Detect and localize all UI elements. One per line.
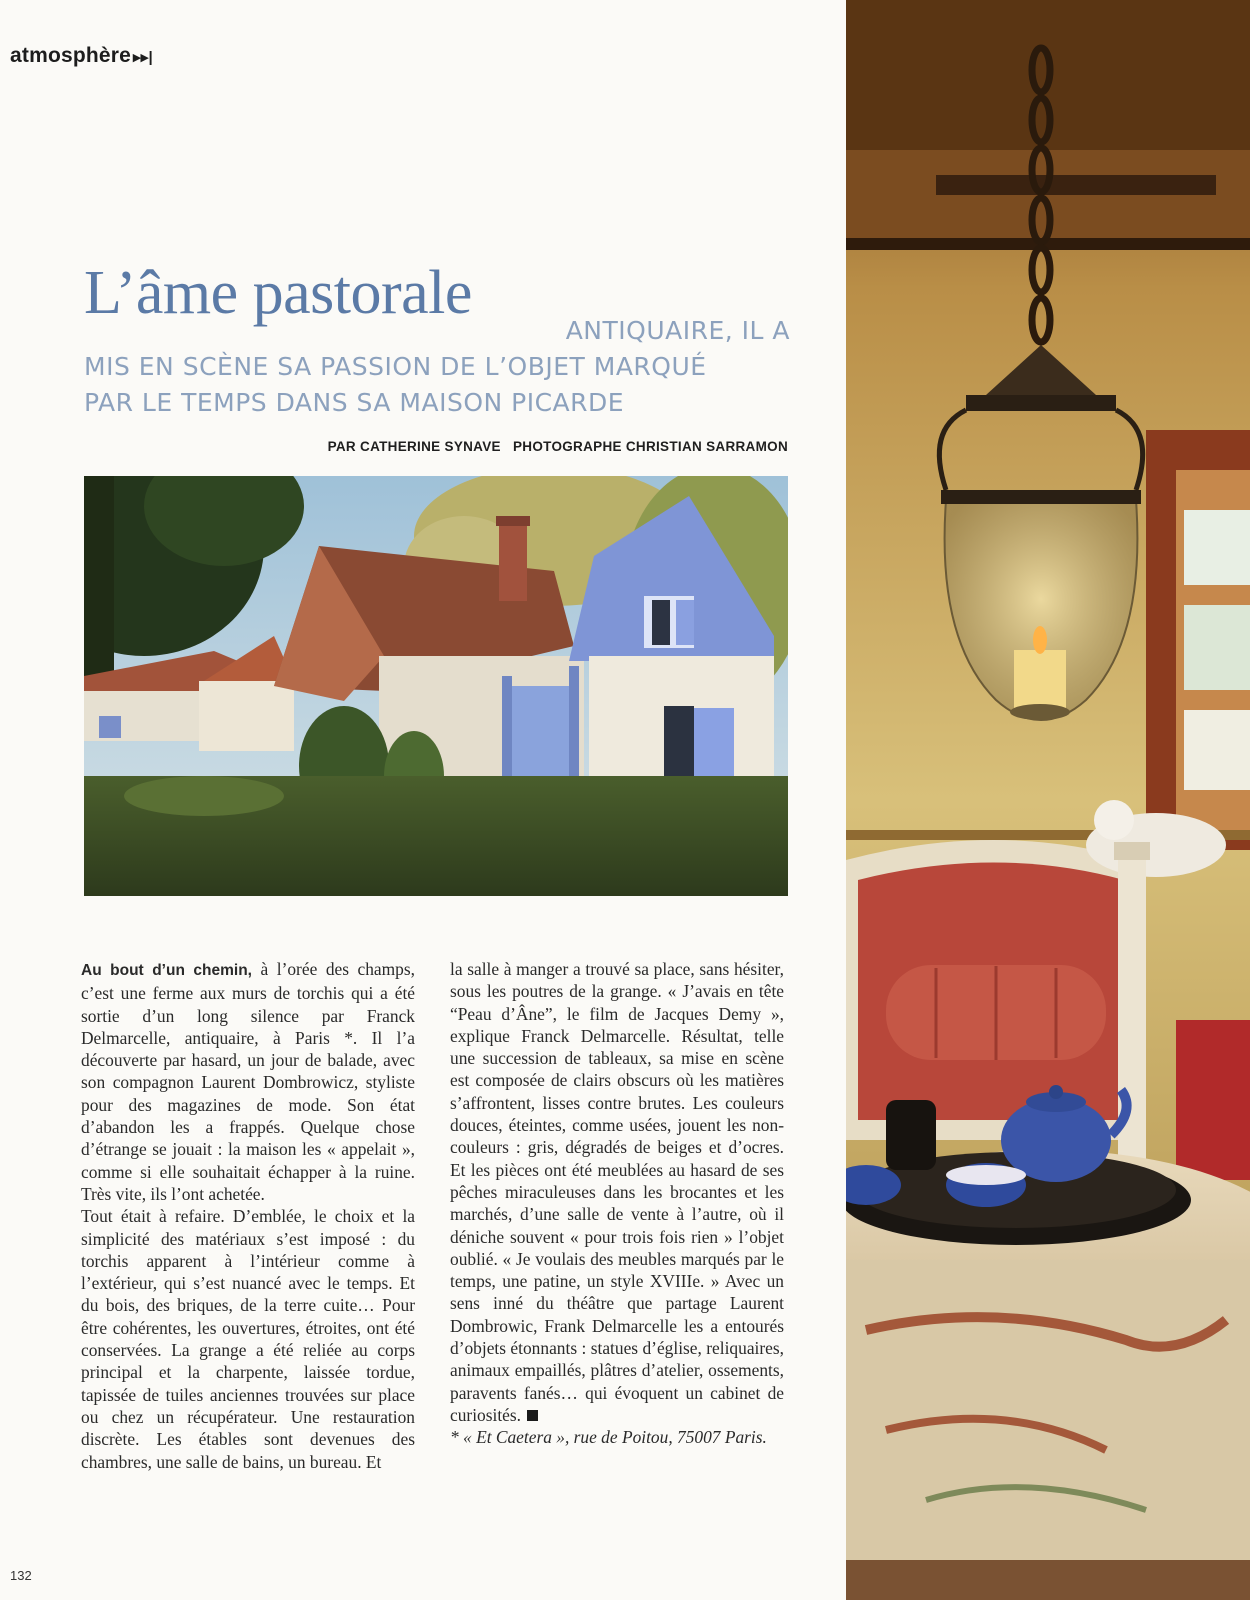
deck-line-3: PAR LE TEMPS DANS SA MAISON PICARDE: [84, 388, 625, 417]
paragraph-text: la salle à manger a trouvé sa place, sans hésiter, sous les poutres de la grange. « J’avais en tête “Peau d’Âne”, le film de Jacques Demy », explique Franck Delmarcelle. Résultat, telle une succession de tableaux, sa mise en scène est composée de clairs obscurs où les matières s’affrontent, lisses contre brutes. Les couleurs douces, éteintes, comme usées, jouent les non-couleurs : gris, dégradés de beiges et d’ocres. Et les pièces ont été meublées au hasard de ses pêches miraculeuses dans les brocantes et les marchés, d’une salle de vente à l’autre, où il déniche souvent « pour trois fois rien » l’objet oublié. « Je voulais des meubles marqués par le temps, une patine, un style XVIIIe. » Avec un sens inné du théâtre que partage Laurent Dombrowic, Frank Delmarcelle les a entourés d’objets étonnants : statues d’église, reliquaires, animaux empaillés, plâtres d’atelier, ossements, paravents fanés… qui évoquent un cabinet de curiosités.: [450, 959, 784, 1425]
deck-line-2: MIS EN SCÈNE SA PASSION DE L’OBJET MARQUÉ: [84, 352, 707, 381]
page-number: 132: [10, 1568, 32, 1583]
lead-in: Au bout d’un chemin,: [81, 962, 252, 979]
paragraph: [450, 958, 784, 1426]
interior-illustration: [846, 0, 1250, 1600]
farmhouse-illustration: [84, 476, 788, 896]
rubric-label: atmosphère: [10, 44, 132, 67]
byline: PAR CATHERINE SYNAVE PHOTOGRAPHE CHRISTIAN SARRAMON: [327, 439, 788, 454]
farmhouse-photo: [84, 476, 788, 896]
footnote: * « Et Caetera », rue de Poitou, 75007 Paris.: [450, 1427, 767, 1448]
paragraph-text: à l’orée des champs, c’est une ferme aux murs de torchis qui a été sortie d’un long silence par Franck Delmarcelle, antiquaire, à Paris *. Il l’a découverte par hasard, un jour de balade, avec son compagnon Laurent Dombrowicz, styliste pour des magazines de mode. Son état d’abandon les a frappés. Quelque chose d’étrange se jouait : la maison les « appelait », comme si elle souhaitait échapper à la ruine. Très vite, ils l’ont achetée.: [81, 959, 415, 1204]
end-mark-icon: [527, 1410, 538, 1421]
article-title: L’âme pastorale: [84, 259, 472, 327]
article-column-1: [81, 958, 415, 1473]
section-rubric: [10, 44, 153, 68]
paragraph-text: Tout était à refaire. D’emblée, le choix et la simplicité des matériaux s’est imposé : du torchis apparent à l’intérieur comme à l’extérieur, qui s’est nuancé avec le temps. Et du bois, des briques, de la terre cuite… Pour être cohérentes, les ouvertures, étroites, ont été conservées. La grange a été reliée au corps principal et la charpente, laissée tordue, tapissée de tuiles anciennes trouvées sur place ou chez un récupérateur. Une restauration discrète. Les étables sont devenues des chambres, une salle de bains, un bureau. Et: [81, 1206, 415, 1472]
rubric-arrows-icon: ▸▸|: [133, 49, 153, 66]
paragraph: [81, 958, 415, 1205]
article-column-2: [450, 958, 784, 1449]
interior-lantern-photo: [846, 0, 1250, 1600]
deck-line-1: ANTIQUAIRE, IL A: [565, 316, 790, 345]
